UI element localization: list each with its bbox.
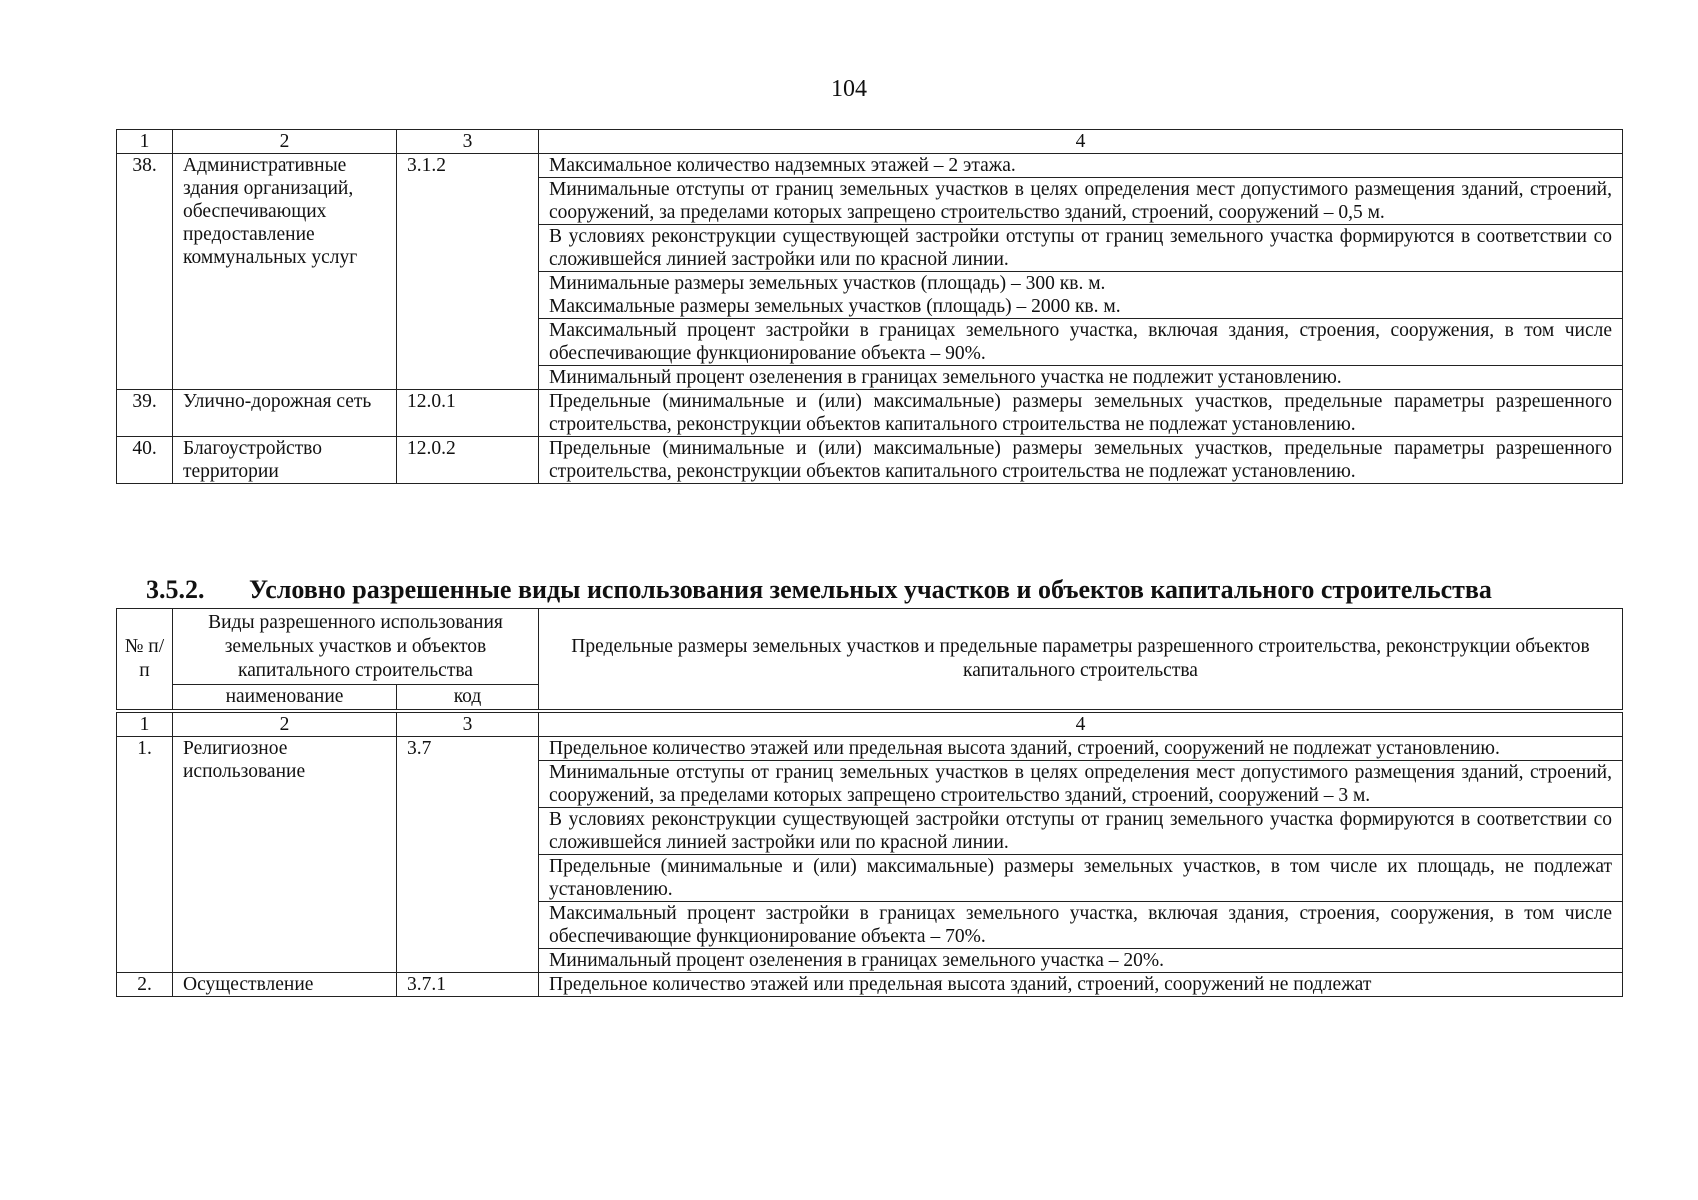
table-row (117, 154, 1623, 178)
row-number: 38. (117, 154, 173, 390)
zoning-table-conditional (116, 712, 1623, 997)
row-use-name: Административные здания организаций, обеспечивающих предоставление коммунальных услуг (173, 154, 397, 390)
row-use-code: 12.0.2 (397, 437, 539, 484)
section-title: Условно разрешенные виды использования земельных участков и объектов капитального строительства (249, 575, 1492, 604)
table-row (117, 437, 1623, 484)
header-number: № п/п (117, 609, 173, 710)
zoning-table-conditional-header (116, 608, 1623, 710)
row-parameter: Минимальные отступы от границ земельных участков в целях определения мест допустимого размещения зданий, строений, сооружений, за пределами которых запрещено строительство зданий, строений, сооружений – 3 м. (539, 761, 1623, 808)
row-use-code: 12.0.1 (397, 390, 539, 437)
column-number-row (117, 130, 1623, 154)
col-number-3: 3 (397, 130, 539, 154)
row-use-code: 3.1.2 (397, 154, 539, 390)
row-parameter: Предельные (минимальные и (или) максимальные) размеры земельных участков, в том числе их площадь, не подлежат установлению. (539, 855, 1623, 902)
row-number: 39. (117, 390, 173, 437)
row-parameter: Максимальный процент застройки в границах земельного участка, включая здания, строения, сооружения, в том числе обеспечивающие функционирование объекта – 70%. (539, 902, 1623, 949)
col-number-4: 4 (539, 713, 1623, 737)
section-number: 3.5.2. (146, 575, 205, 604)
row-parameter: Максимальный процент застройки в границах земельного участка, включая здания, строения, сооружения, в том числе обеспечивающие функционирование объекта – 90%. (539, 319, 1623, 366)
row-use-name: Религиозное использование (173, 737, 397, 973)
row-number: 1. (117, 737, 173, 973)
header-code: код (397, 685, 539, 710)
zoning-table-permitted (116, 129, 1623, 484)
row-use-name: Осуществление (173, 973, 397, 997)
header-limits: Предельные размеры земельных участков и предельные параметры разрешенного строительства, реконструкции объектов капитального строительства (539, 609, 1623, 710)
row-use-code: 3.7.1 (397, 973, 539, 997)
table-row (117, 973, 1623, 997)
row-use-name: Благоустройство территории (173, 437, 397, 484)
row-parameter: Предельное количество этажей или предельная высота зданий, строений, сооружений не подлежат (539, 973, 1623, 997)
row-number: 40. (117, 437, 173, 484)
row-parameter: Предельное количество этажей или предельная высота зданий, строений, сооружений не подлежат установлению. (539, 737, 1623, 761)
row-parameter: В условиях реконструкции существующей застройки отступы от границ земельного участка формируются в соответствии со сложившейся линией застройки или по красной линии. (539, 808, 1623, 855)
col-number-1: 1 (117, 130, 173, 154)
section-heading (116, 574, 1622, 606)
row-parameter: Минимальный процент озеленения в границах земельного участка – 20%. (539, 949, 1623, 973)
row-use-name: Улично-дорожная сеть (173, 390, 397, 437)
col-number-2: 2 (173, 713, 397, 737)
page-number: 104 (831, 76, 867, 102)
row-parameter: Минимальный процент озеленения в границах земельного участка не подлежит установлению. (539, 366, 1623, 390)
col-number-1: 1 (117, 713, 173, 737)
table-row (117, 390, 1623, 437)
col-number-4: 4 (539, 130, 1623, 154)
table-row (117, 737, 1623, 761)
row-parameter: Минимальные размеры земельных участков (площадь) – 300 кв. м. Максимальные размеры земельных участков (площадь) – 2000 кв. м. (539, 272, 1623, 319)
row-use-code: 3.7 (397, 737, 539, 973)
row-parameter: Предельные (минимальные и (или) максимальные) размеры земельных участков, предельные параметры разрешенного строительства, реконструкции объектов капитального строительства не подлежат установлению. (539, 390, 1623, 437)
row-parameter: Минимальные отступы от границ земельных участков в целях определения мест допустимого размещения зданий, строений, сооружений, за пределами которых запрещено строительство зданий, строений, сооружений – 0,5 м. (539, 178, 1623, 225)
header-name: наименование (173, 685, 397, 710)
row-parameter: В условиях реконструкции существующей застройки отступы от границ земельного участка формируются в соответствии со сложившейся линией застройки или по красной линии. (539, 225, 1623, 272)
col-number-2: 2 (173, 130, 397, 154)
row-number: 2. (117, 973, 173, 997)
column-number-row (117, 713, 1623, 737)
header-use-types: Виды разрешенного использования земельных участков и объектов капитального строительства (173, 609, 539, 685)
col-number-3: 3 (397, 713, 539, 737)
row-parameter: Предельные (минимальные и (или) максимальные) размеры земельных участков, предельные параметры разрешенного строительства, реконструкции объектов капитального строительства не подлежат установлению. (539, 437, 1623, 484)
row-parameter: Максимальное количество надземных этажей – 2 этажа. (539, 154, 1623, 178)
